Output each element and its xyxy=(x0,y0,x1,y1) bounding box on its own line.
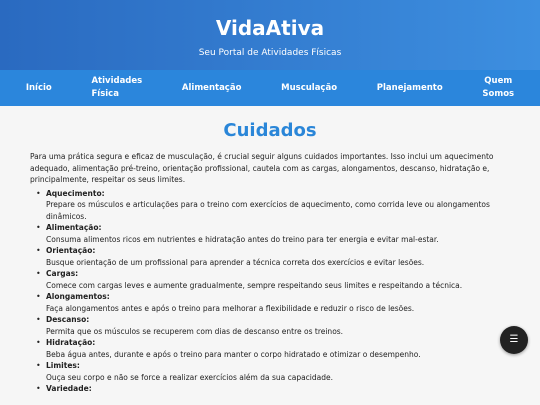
item-description: Prepare os músculos e articulações para o treino com exercícios de aquecimento, como corrida leve ou alongamentos dinâmicos. xyxy=(46,200,490,221)
item-description: Faça alongamentos antes e após o treino para melhorar a flexibilidade e reduzir o risco de lesões. xyxy=(46,303,415,313)
bullet-icon: • xyxy=(36,292,41,301)
item-title: Hidratação: xyxy=(46,338,96,347)
bullet-icon: • xyxy=(36,361,41,370)
item-description: Beba água antes, durante e após o treino para manter o corpo hidratado e otimizar o desempenho. xyxy=(46,349,421,359)
list-item xyxy=(36,314,510,337)
list-item xyxy=(36,337,510,360)
list-item xyxy=(36,245,510,268)
site-subtitle: Seu Portal de Atividades Físicas xyxy=(198,48,342,58)
bullet-icon: • xyxy=(36,223,41,232)
item-description: Permita que os músculos se recuperem com dias de descanso entre os treinos. xyxy=(46,326,344,336)
intro-paragraph: Para uma prática segura e eficaz de musculação, é crucial seguir alguns cuidados importantes. Isso inclui um aquecimento adequado, alimentação pré-treino, orientação profissional, cautela com as cargas, alongamentos, descanso, hidratação e, principalmente, respeitar os seus limites. xyxy=(30,152,494,184)
list-item xyxy=(36,222,510,245)
page-title: Cuidados xyxy=(223,120,317,141)
list-item xyxy=(36,291,510,314)
item-description: Comece com cargas leves e aumente gradualmente, sempre respeitando seus limites e respeitando a técnica. xyxy=(46,280,463,290)
item-title: Descanso: xyxy=(46,315,90,324)
nav-label: Planejamento xyxy=(376,82,443,93)
list-item xyxy=(36,383,510,395)
nav-item-musculacao[interactable] xyxy=(281,82,337,95)
main-content xyxy=(0,106,540,395)
item-title: Limites: xyxy=(46,361,80,370)
main-nav xyxy=(0,70,540,106)
site-header xyxy=(0,0,540,70)
bullet-icon: • xyxy=(36,384,41,393)
item-description: Ouça seu corpo e não se force a realizar exercícios além da sua capacidade. xyxy=(46,372,334,382)
item-title: Variedade: xyxy=(46,384,92,393)
menu-button[interactable] xyxy=(500,326,528,354)
bullet-icon: • xyxy=(36,338,41,347)
care-list xyxy=(36,188,510,395)
list-item xyxy=(36,360,510,383)
site-title: VidaAtiva xyxy=(215,16,325,40)
item-description: Busque orientação de um profissional para aprender a técnica correta dos exercícios e evitar lesões. xyxy=(46,257,425,267)
item-title: Aquecimento: xyxy=(46,188,105,198)
bullet-icon: • xyxy=(36,315,41,324)
menu-icon: ☰ xyxy=(509,334,519,345)
item-title: Orientação: xyxy=(46,246,96,255)
item-title: Alimentação: xyxy=(46,223,102,232)
nav-item-inicio[interactable] xyxy=(26,82,52,95)
nav-label: Musculação xyxy=(281,82,338,93)
nav-item-atividades[interactable] xyxy=(91,75,142,101)
nav-label: Alimentação xyxy=(181,82,242,93)
list-item xyxy=(36,268,510,291)
nav-label: Início xyxy=(25,82,52,93)
bullet-icon: • xyxy=(36,246,41,255)
nav-item-alimentacao[interactable] xyxy=(182,82,242,95)
item-title: Cargas: xyxy=(46,269,79,278)
nav-label: Atividades Física xyxy=(91,76,143,99)
item-title: Alongamentos: xyxy=(46,292,110,301)
item-description: Consuma alimentos ricos em nutrientes e hidratação antes do treino para ter energia e evitar mal-estar. xyxy=(46,234,439,244)
nav-label: Quem Somos xyxy=(482,76,515,99)
bullet-icon: • xyxy=(36,269,41,278)
nav-item-planejamento[interactable] xyxy=(377,82,443,95)
list-item xyxy=(36,188,510,223)
bullet-icon: • xyxy=(36,188,41,198)
nav-item-quem-somos[interactable] xyxy=(482,75,514,101)
